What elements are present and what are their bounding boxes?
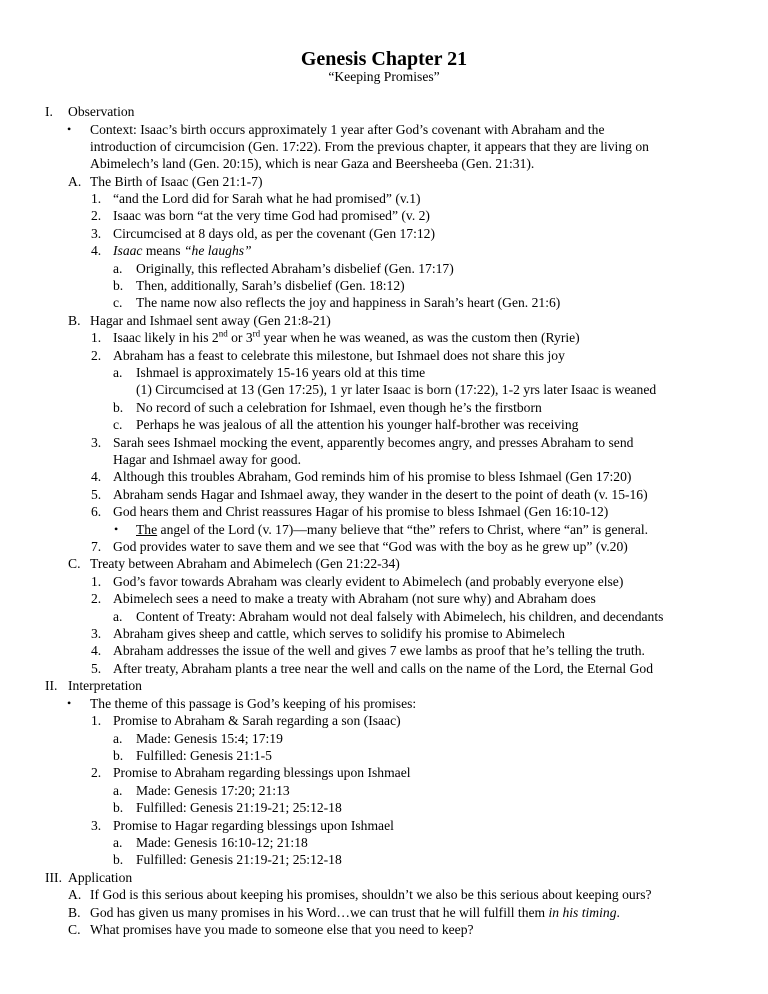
list-item: (1) Circumcised at 13 (Gen 17:25), 1 yr later Isaac is born (17:22), 1-2 yrs later Isaac is weaned	[136, 382, 657, 397]
list-item: Promise to Abraham regarding blessings upon Ishmael	[113, 765, 411, 780]
list-item: Originally, this reflected Abraham’s disbelief (Gen. 17:17)	[136, 261, 454, 276]
list-item: If God is this serious about keeping his promises, shouldn’t we also be this serious about keeping ours?	[90, 887, 652, 902]
list-marker: 4.	[91, 243, 102, 258]
list-marker: 3.	[91, 626, 102, 641]
list-marker: b.	[113, 852, 124, 867]
list-item: God’s favor towards Abraham was clearly evident to Abimelech (and probably everyone else)	[113, 574, 624, 589]
list-marker: A.	[68, 887, 82, 902]
bullet: •	[67, 122, 72, 136]
list-marker: c.	[113, 295, 123, 310]
list-marker: 1.	[91, 574, 102, 589]
list-item: Made: Genesis 17:20; 21:13	[136, 783, 290, 798]
list-item: God hears them and Christ reassures Hagar of his promise to bless Ishmael (Gen 16:10-12)	[113, 504, 609, 519]
section-heading-interpretation: Interpretation	[68, 678, 142, 693]
list-item: Sarah sees Ishmael mocking the event, apparently becomes angry, and presses Abraham to send	[113, 435, 634, 450]
list-item: Although this troubles Abraham, God reminds him of his promise to bless Ishmael (Gen 17:20)	[113, 469, 632, 484]
list-marker: a.	[113, 731, 123, 746]
list-item: The angel of the Lord (v. 17)—many believe that “the” refers to Christ, where “an” is general.	[136, 522, 649, 537]
list-marker: C.	[68, 922, 81, 937]
list-item: Circumcised at 8 days old, as per the covenant (Gen 17:12)	[113, 226, 436, 241]
list-marker: b.	[113, 278, 124, 293]
list-item: Abraham gives sheep and cattle, which serves to solidify his promise to Abimelech	[113, 626, 565, 641]
list-marker: a.	[113, 365, 123, 380]
list-marker: 1.	[91, 191, 102, 206]
list-marker: a.	[113, 835, 123, 850]
list-marker: 2.	[91, 591, 102, 606]
list-marker: 2.	[91, 348, 102, 363]
list-marker: 4.	[91, 469, 102, 484]
list-item: The theme of this passage is God’s keeping of his promises:	[90, 696, 417, 711]
context-line: Context: Isaac’s birth occurs approximately 1 year after God’s covenant with Abraham and the	[90, 122, 605, 137]
subheading-birth-of-isaac: The Birth of Isaac (Gen 21:1-7)	[90, 174, 263, 189]
list-marker: 2.	[91, 765, 102, 780]
list-marker: b.	[113, 800, 124, 815]
list-item: Ishmael is approximately 15-16 years old at this time	[136, 365, 426, 380]
context-line: Abimelech’s land (Gen. 20:15), which is near Gaza and Beersheeba (Gen. 21:31).	[90, 156, 535, 171]
list-marker: c.	[113, 417, 123, 432]
list-item: Fulfilled: Genesis 21:1-5	[136, 748, 272, 763]
list-item: What promises have you made to someone else that you need to keep?	[90, 922, 474, 937]
list-item: Isaac means “he laughs”	[113, 243, 252, 258]
list-marker: a.	[113, 783, 123, 798]
page-title: Genesis Chapter 21	[300, 48, 468, 70]
subheading-treaty: Treaty between Abraham and Abimelech (Gen 21:22-34)	[90, 556, 400, 571]
bullet: •	[114, 522, 119, 536]
list-item: Promise to Hagar regarding blessings upon Ishmael	[113, 818, 394, 833]
list-item: Abimelech sees a need to make a treaty with Abraham (not sure why) and Abraham does	[113, 591, 596, 606]
list-item: Promise to Abraham & Sarah regarding a son (Isaac)	[113, 713, 401, 728]
list-item: Fulfilled: Genesis 21:19-21; 25:12-18	[136, 852, 342, 867]
list-item: Then, additionally, Sarah’s disbelief (Gen. 18:12)	[136, 278, 405, 293]
list-marker: 1.	[91, 713, 102, 728]
list-item: No record of such a celebration for Ishmael, even though he’s the firstborn	[136, 400, 542, 415]
list-item: Isaac was born “at the very time God had promised” (v. 2)	[113, 208, 430, 223]
list-item: Fulfilled: Genesis 21:19-21; 25:12-18	[136, 800, 342, 815]
context-line: introduction of circumcision (Gen. 17:22). From the previous chapter, it appears that they are living on	[90, 139, 649, 154]
list-marker: 5.	[91, 487, 102, 502]
list-marker: 1.	[91, 330, 102, 345]
list-item: Content of Treaty: Abraham would not deal falsely with Abimelech, his children, and decendants	[136, 609, 664, 624]
section-marker: II.	[45, 678, 58, 693]
list-item: God has given us many promises in his Word…we can trust that he will fulfill them in his timing.	[90, 905, 620, 920]
bullet: •	[67, 696, 72, 710]
section-heading-observation: Observation	[68, 104, 135, 119]
list-item: The name now also reflects the joy and happiness in Sarah’s heart (Gen. 21:6)	[136, 295, 561, 310]
list-marker: 5.	[91, 661, 102, 676]
list-marker: B.	[68, 313, 81, 328]
list-item: Abraham has a feast to celebrate this milestone, but Ishmael does not share this joy	[113, 348, 565, 363]
list-marker: b.	[113, 748, 124, 763]
list-marker: 2.	[91, 208, 102, 223]
list-marker: a.	[113, 261, 123, 276]
list-item: Abraham sends Hagar and Ishmael away, they wander in the desert to the point of death (v. 15-16)	[113, 487, 648, 502]
section-heading-application: Application	[68, 870, 133, 885]
list-marker: a.	[113, 609, 123, 624]
page-subtitle: “Keeping Promises”	[328, 69, 440, 84]
list-item: Perhaps he was jealous of all the attention his younger half-brother was receiving	[136, 417, 579, 432]
list-item: Hagar and Ishmael away for good.	[113, 452, 301, 467]
list-item: Made: Genesis 15:4; 17:19	[136, 731, 283, 746]
list-item: Isaac likely in his 2nd or 3rd year when he was weaned, as was the custom then (Ryrie)	[113, 328, 580, 345]
list-marker: 3.	[91, 226, 102, 241]
subheading-hagar-ishmael: Hagar and Ishmael sent away (Gen 21:8-21)	[90, 313, 331, 328]
section-marker: I.	[45, 104, 53, 119]
list-marker: b.	[113, 400, 124, 415]
list-marker: B.	[68, 905, 81, 920]
section-marker: III.	[45, 870, 62, 885]
list-marker: 3.	[91, 818, 102, 833]
list-item: God provides water to save them and we see that “God was with the boy as he grew up” (v.20)	[113, 539, 628, 554]
list-marker: 3.	[91, 435, 102, 450]
list-marker: 6.	[91, 504, 102, 519]
list-item: Made: Genesis 16:10-12; 21:18	[136, 835, 308, 850]
list-marker: A.	[68, 174, 82, 189]
list-item: Abraham addresses the issue of the well and gives 7 ewe lambs as proof that he’s telling the truth.	[113, 643, 645, 658]
list-marker: C.	[68, 556, 81, 571]
list-marker: 4.	[91, 643, 102, 658]
list-item: After treaty, Abraham plants a tree near the well and calls on the name of the Lord, the Eternal God	[113, 661, 654, 676]
list-item: “and the Lord did for Sarah what he had promised” (v.1)	[113, 191, 421, 206]
list-marker: 7.	[91, 539, 102, 554]
